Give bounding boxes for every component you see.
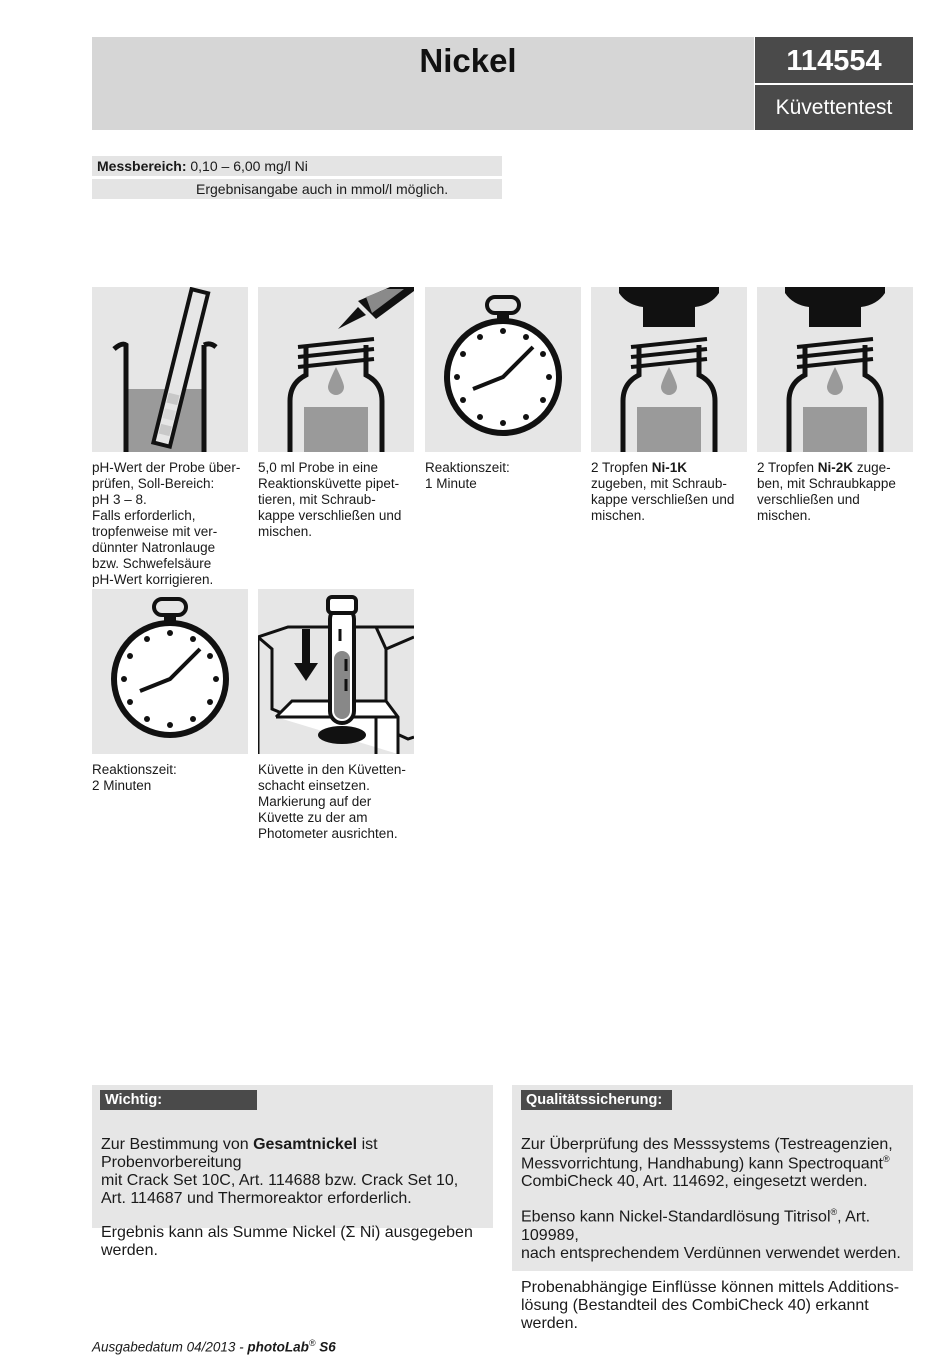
measuring-range-label: Messbereich: — [97, 158, 187, 174]
step-6-illustration — [92, 589, 248, 754]
step-1-caption: pH-Wert der Probe über- prüfen, Soll-Bereich: pH 3 – 8. Falls erforderlich, tropfenweise mit ver- dünnter Natronlauge bzw. Schwefelsäure pH-Wert korrigieren. — [92, 460, 241, 587]
measuring-range — [92, 156, 502, 176]
cuvette-insert-icon — [258, 589, 414, 754]
step-2-illustration — [258, 287, 414, 452]
step-7-caption: Küvette in den Küvetten- schacht einsetzen. Markierung auf der Küvette zu der am Photometer ausrichten. — [258, 762, 406, 841]
dropper-vial-icon — [591, 287, 747, 452]
step-4-caption: 2 Tropfen Ni-1K zugeben, mit Schraub- kappe verschließen und mischen. — [591, 460, 735, 523]
step-1-illustration — [92, 287, 248, 452]
measuring-range-note-row — [92, 179, 502, 199]
dropper-vial-icon — [757, 287, 913, 452]
step-6-caption: Reaktionszeit: 2 Minuten — [92, 762, 177, 793]
step-4-illustration — [591, 287, 747, 452]
test-type-label: Küvettentest — [755, 85, 913, 130]
measuring-range-note: Ergebnisangabe auch in mmol/l möglich. — [196, 181, 449, 197]
step-2-caption: 5,0 ml Probe in eine Reaktionsküvette pipet- tieren, mit Schraub- kappe verschließen und mischen. — [258, 460, 402, 539]
step-3-caption: Reaktionszeit: 1 Minute — [425, 460, 510, 491]
important-text: Zur Bestimmung von Gesamtnickel ist Probenvorbereitung mit Crack Set 10C, Art. 114688 bzw. Crack Set 10, Art. 114687 und Thermoreaktor erforderlich. Ergebnis kann als Summe Nickel (Σ Ni) ausgegeben werden. — [101, 1136, 473, 1259]
pipette-vial-icon — [258, 287, 414, 452]
step-5-illustration — [757, 287, 913, 452]
stopwatch-icon — [425, 287, 581, 452]
reagent-ni-2k: Ni-2K — [817, 460, 854, 475]
article-number: 114554 — [755, 37, 913, 83]
beaker-ph-strip-icon — [92, 287, 248, 452]
stopwatch-icon — [92, 589, 248, 754]
step-7-illustration — [258, 589, 414, 754]
step-3-illustration — [425, 287, 581, 452]
measuring-range-value: 0,10 – 6,00 mg/l Ni — [190, 158, 308, 174]
quality-text: Zur Überprüfung des Messsystems (Testreagenzien, Messvorrichtung, Handhabung) kann Spectroquant® CombiCheck 40, Art. 114692, eingesetzt werden. Ebenso kann Nickel-Standardlösung Titrisol®, Art. 109989, nach entsprechendem Verdünnen verwendet werden. Probenabhängige Einflüsse können mittels Additions- lösung (Bestandteil des CombiCheck 40) erkannt werden. — [521, 1136, 901, 1332]
quality-title: Qualitätssicherung: — [521, 1090, 672, 1110]
step-5-caption: 2 Tropfen Ni-2K zuge- ben, mit Schraubkappe verschließen und mischen. — [757, 460, 896, 523]
page-title: Nickel — [419, 42, 517, 79]
reagent-ni-1k: Ni-1K — [651, 460, 688, 475]
important-title: Wichtig: — [100, 1090, 257, 1110]
footer: Ausgabedatum 04/2013 - photoLab® S6 — [92, 1338, 336, 1355]
